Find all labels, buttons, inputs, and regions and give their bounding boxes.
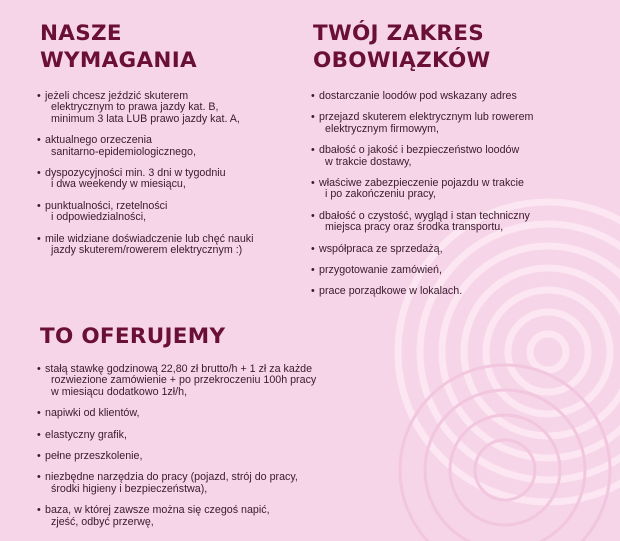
list-item bbox=[311, 286, 611, 297]
duties-list bbox=[311, 91, 611, 308]
list-item-line: minimum 3 lata LUB prawo jazdy kat. A, bbox=[51, 112, 240, 125]
list-item bbox=[311, 244, 611, 255]
list-item-line: jazdy skuterem/rowerem elektrycznym :) bbox=[51, 244, 243, 257]
list-item-line: • dbałość o jakość i bezpieczeństwo loodów bbox=[319, 144, 520, 157]
list-item-line: zjeść, odbyć przerwę, bbox=[51, 515, 154, 528]
offer-list bbox=[37, 364, 397, 538]
offer-heading-text: TO OFERUJEMY bbox=[40, 324, 226, 349]
list-item-line: i odpowiedzialności, bbox=[51, 211, 147, 224]
list-item bbox=[311, 145, 611, 168]
list-item bbox=[311, 178, 611, 201]
list-item bbox=[37, 135, 299, 158]
list-item-line: • baza, w której zawsze można się czegoś napić, bbox=[45, 504, 270, 517]
list-item bbox=[311, 91, 611, 102]
list-item-line: • dostarczanie loodów pod wskazany adres bbox=[319, 90, 517, 102]
list-item bbox=[37, 168, 299, 191]
list-item-line: elektrycznym firmowym, bbox=[325, 122, 440, 135]
list-item-line: • napiwki od klientów, bbox=[45, 407, 140, 420]
requirements-heading-line2: WYMAGANIA bbox=[40, 48, 197, 73]
list-item-line: • dyspozycyjności min. 3 dni w tygodniu bbox=[45, 167, 226, 180]
list-item-line: • aktualnego orzeczenia bbox=[45, 134, 152, 147]
list-item-line: i dwa weekendy w miesiącu, bbox=[51, 178, 186, 191]
list-item-line: w trakcie dostawy, bbox=[325, 155, 412, 168]
offer-heading bbox=[40, 323, 225, 350]
list-item-line: • właściwe zabezpieczenie pojazdu w trakcie bbox=[319, 177, 524, 190]
list-item-line: miejsca pracy oraz środka transportu, bbox=[325, 221, 504, 234]
list-item bbox=[311, 112, 611, 135]
list-item-line: • jeżeli chcesz jeździć skuterem bbox=[45, 90, 189, 102]
list-item-line: rozwiezione zamówienie + po przekroczeniu 100h pracy bbox=[51, 374, 317, 387]
list-item bbox=[311, 265, 611, 276]
list-item bbox=[37, 364, 397, 398]
list-item-line: i po zakończeniu pracy, bbox=[325, 188, 436, 201]
list-item bbox=[37, 91, 299, 125]
list-item-line: • dbałość o czystość, wygląd i stan techniczny bbox=[319, 209, 530, 222]
requirements-list bbox=[37, 91, 299, 266]
duties-heading bbox=[313, 20, 491, 74]
list-item bbox=[37, 472, 397, 495]
list-item-line: w miesiącu dodatkowo 1zł/h, bbox=[51, 385, 188, 398]
list-item-line: sanitarno-epidemiologicznego, bbox=[51, 145, 196, 158]
list-item-line: • współpraca ze sprzedażą, bbox=[319, 242, 443, 255]
list-item-line: • punktualności, rzetelności bbox=[45, 199, 168, 212]
list-item-line: • elastyczny grafik, bbox=[45, 428, 127, 441]
list-item-line: • przejazd skuterem elektrycznym lub rowerem bbox=[319, 111, 534, 124]
list-item-line: • stałą stawkę godzinową 22,80 zł brutto/h + 1 zł za każde bbox=[45, 363, 313, 375]
list-item bbox=[311, 211, 611, 234]
list-item-line: • niezbędne narzędzia do pracy (pojazd, strój do pracy, bbox=[45, 471, 298, 484]
list-item bbox=[37, 408, 397, 419]
list-item-line: • prace porządkowe w lokalach. bbox=[319, 285, 463, 298]
requirements-heading bbox=[40, 20, 197, 74]
list-item bbox=[37, 451, 397, 462]
list-item bbox=[37, 234, 299, 257]
list-item bbox=[37, 430, 397, 441]
list-item-line: • pełne przeszkolenie, bbox=[45, 450, 143, 463]
list-item-line: elektrycznym to prawa jazdy kat. B, bbox=[51, 101, 219, 114]
requirements-heading-line1: NASZE bbox=[40, 21, 122, 46]
duties-heading-line1: TWÓJ ZAKRES bbox=[313, 21, 485, 46]
list-item bbox=[37, 505, 397, 528]
list-item bbox=[37, 201, 299, 224]
list-item-line: • przygotowanie zamówień, bbox=[319, 264, 442, 277]
list-item-line: środki higieny i bezpieczeństwa), bbox=[51, 482, 208, 495]
duties-heading-line2: OBOWIĄZKÓW bbox=[313, 48, 491, 73]
list-item-line: • mile widziane doświadczenie lub chęć nauki bbox=[45, 232, 254, 245]
